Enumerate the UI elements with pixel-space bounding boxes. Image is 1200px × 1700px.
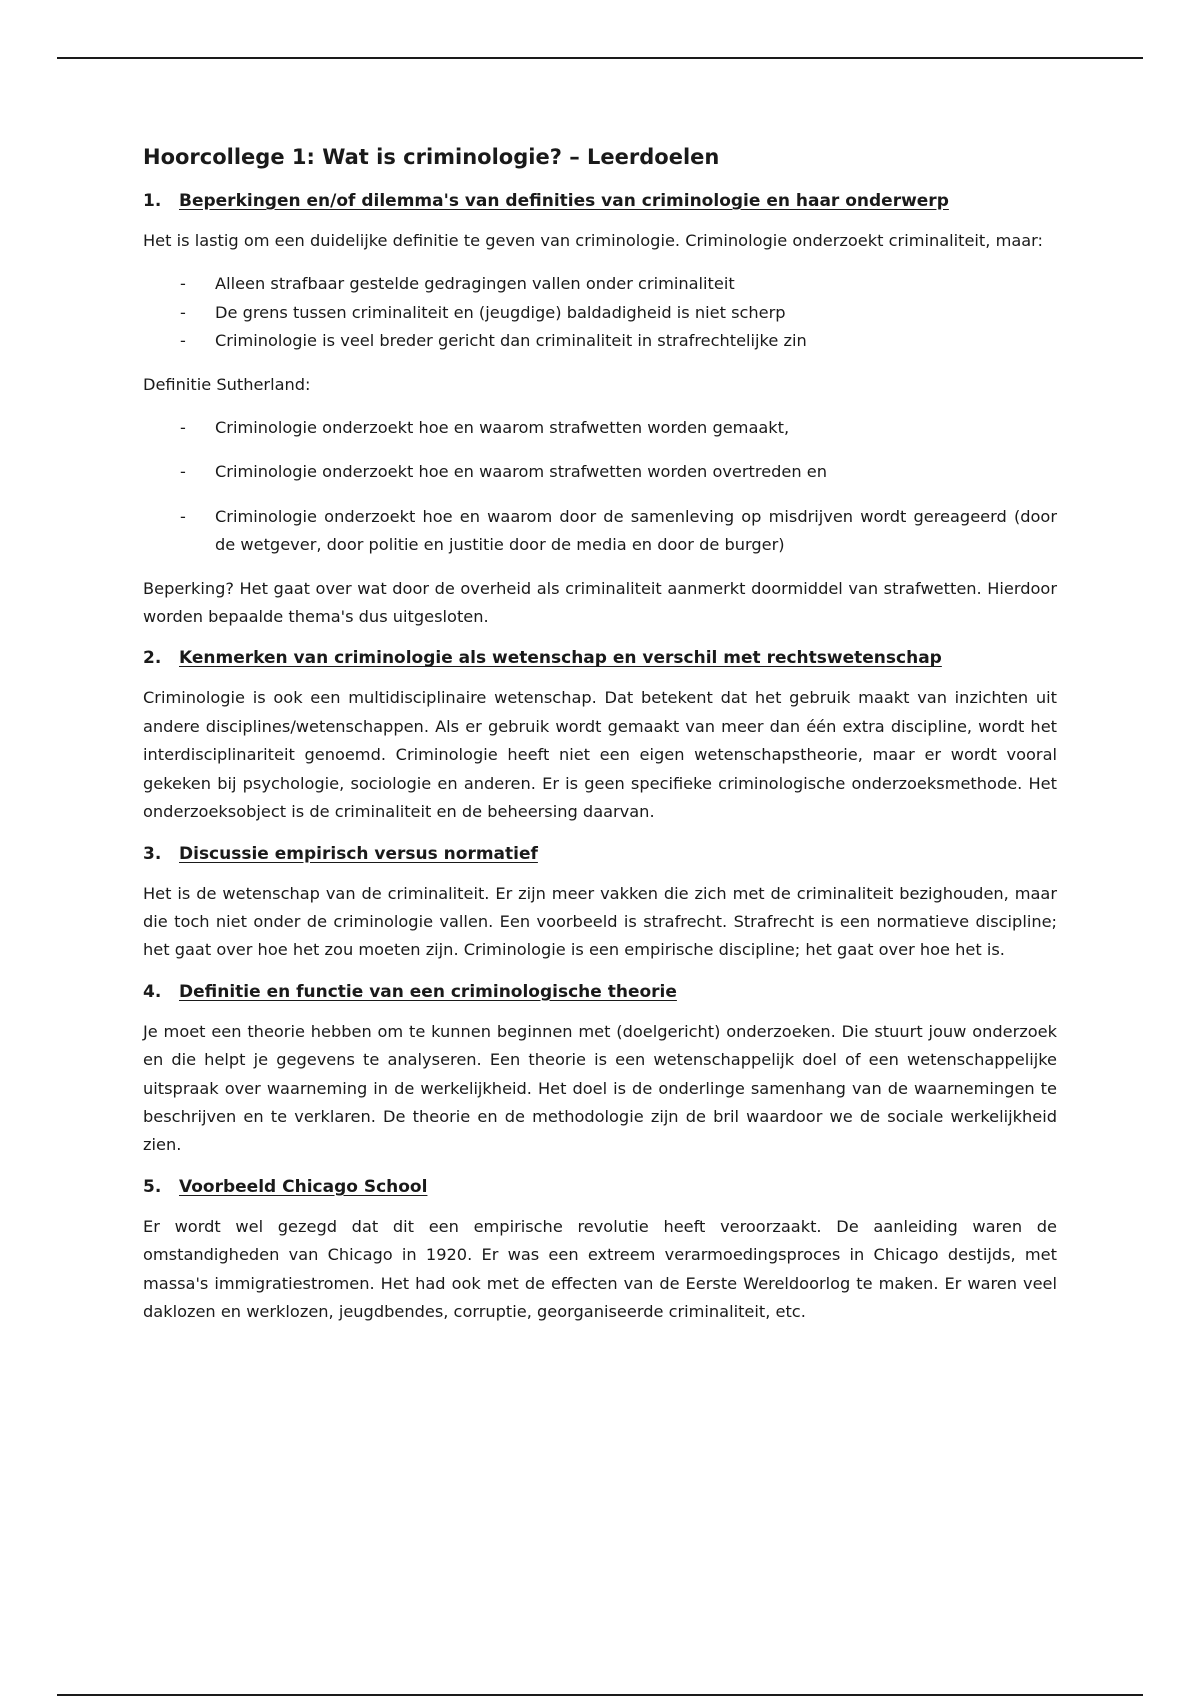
section-4-title: Definitie en functie van een criminologische theorie — [179, 981, 677, 1002]
section-4-number: 4. — [143, 981, 162, 1002]
section-1-number: 1. — [143, 191, 162, 211]
list-item: - Criminologie onderzoekt hoe en waarom door de samenleving op misdrijven wordt gereageerd (door de wetgever, door politie en justitie door de media en door de burger) — [143, 503, 1057, 560]
document-body — [143, 142, 1057, 1341]
header-rule — [57, 57, 1143, 59]
section-1-criteria-list — [143, 270, 1057, 355]
section-5-heading — [143, 1175, 1057, 1199]
section-2-heading — [143, 646, 1057, 670]
section-3-number: 3. — [143, 843, 162, 864]
sutherland-label: Definitie Sutherland: — [143, 374, 311, 394]
section-1-heading — [143, 189, 1057, 213]
list-item: - Criminologie is veel breder gericht dan criminaliteit in strafrechtelijke zin — [143, 327, 1057, 355]
section-5-title: Voorbeeld Chicago School — [179, 1176, 428, 1197]
section-1-conclusion: Beperking? Het gaat over wat door de overheid als criminaliteit aanmerkt doormiddel van strafwetten. Hierdoor worden bepaalde thema's dus uitgesloten. — [143, 578, 1057, 627]
section-3-heading — [143, 842, 1057, 866]
section-1-intro: Het is lastig om een duidelijke definitie te geven van criminologie. Criminologie onderzoekt criminaliteit, maar: — [143, 231, 1044, 250]
footer-rule — [57, 1694, 1143, 1696]
section-3-title: Discussie empirisch versus normatief — [179, 843, 538, 864]
list-item: - De grens tussen criminaliteit en (jeugdige) baldadigheid is niet scherp — [143, 299, 1057, 327]
section-3-text: Het is de wetenschap van de criminaliteit. Er zijn meer vakken die zich met de criminaliteit bezighouden, maar die toch niet onder de criminologie vallen. Een voorbeeld is strafrecht. Strafrecht is een normatieve discipline; het gaat over hoe het zou moeten zijn. Criminologie is een empirische discipline; het gaat over hoe het is. — [143, 883, 1057, 960]
section-1-title: Beperkingen en/of dilemma's van definities van criminologie en haar onderwerp — [179, 191, 949, 211]
section-2-number: 2. — [143, 648, 162, 669]
list-item: - Criminologie onderzoekt hoe en waarom strafwetten worden gemaakt, — [143, 414, 1057, 442]
section-5-number: 5. — [143, 1176, 162, 1197]
section-4-heading — [143, 980, 1057, 1004]
section-4-text: Je moet een theorie hebben om te kunnen beginnen met (doelgericht) onderzoeken. Die stuurt jouw onderzoek en die helpt je gegevens te analyseren. Een theorie is een wetenschappelijk doel of een wetenschappelijke uitspraak over waarneming in de werkelijkheid. Het doel is de onderlinge samenhang van de waarnemingen te beschrijven en te verklaren. De theorie en de methodologie zijn de bril waardoor we de sociale werkelijkheid zien. — [143, 1021, 1057, 1155]
section-5-text: Er wordt wel gezegd dat dit een empirische revolutie heeft veroorzaakt. De aanleiding waren de omstandigheden van Chicago in 1920. Er was een extreem verarmoedingsproces in Chicago destijds, met massa's immigratiestromen. Het had ook met de effecten van de Eerste Wereldoorlog te maken. Er waren veel daklozen en werklozen, jeugdbendes, corruptie, georganiseerde criminaliteit, etc. — [143, 1216, 1057, 1321]
section-2-title: Kenmerken van criminologie als wetenschap en verschil met rechtswetenschap — [179, 648, 942, 669]
section-2-text: Criminologie is ook een multidisciplinaire wetenschap. Dat betekent dat het gebruik maakt van inzichten uit andere disciplines/wetenschappen. Als er gebruik wordt gemaakt van meer dan één extra discipline, wordt het interdisciplinariteit genoemd. Criminologie heeft niet een eigen wetenschapstheorie, maar er wordt vooral gekeken bij psychologie, sociologie en anderen. Er is geen specifieke criminologische onderzoeksmethode. Het onderzoeksobject is de criminaliteit en de beheersing daarvan. — [143, 688, 1057, 822]
sutherland-list — [143, 414, 1057, 560]
document-title: Hoorcollege 1: Wat is criminologie? – Leerdoelen — [143, 145, 720, 169]
list-item: - Alleen strafbaar gestelde gedragingen vallen onder criminaliteit — [143, 270, 1057, 298]
list-item: - Criminologie onderzoekt hoe en waarom strafwetten worden overtreden en — [143, 458, 1057, 486]
